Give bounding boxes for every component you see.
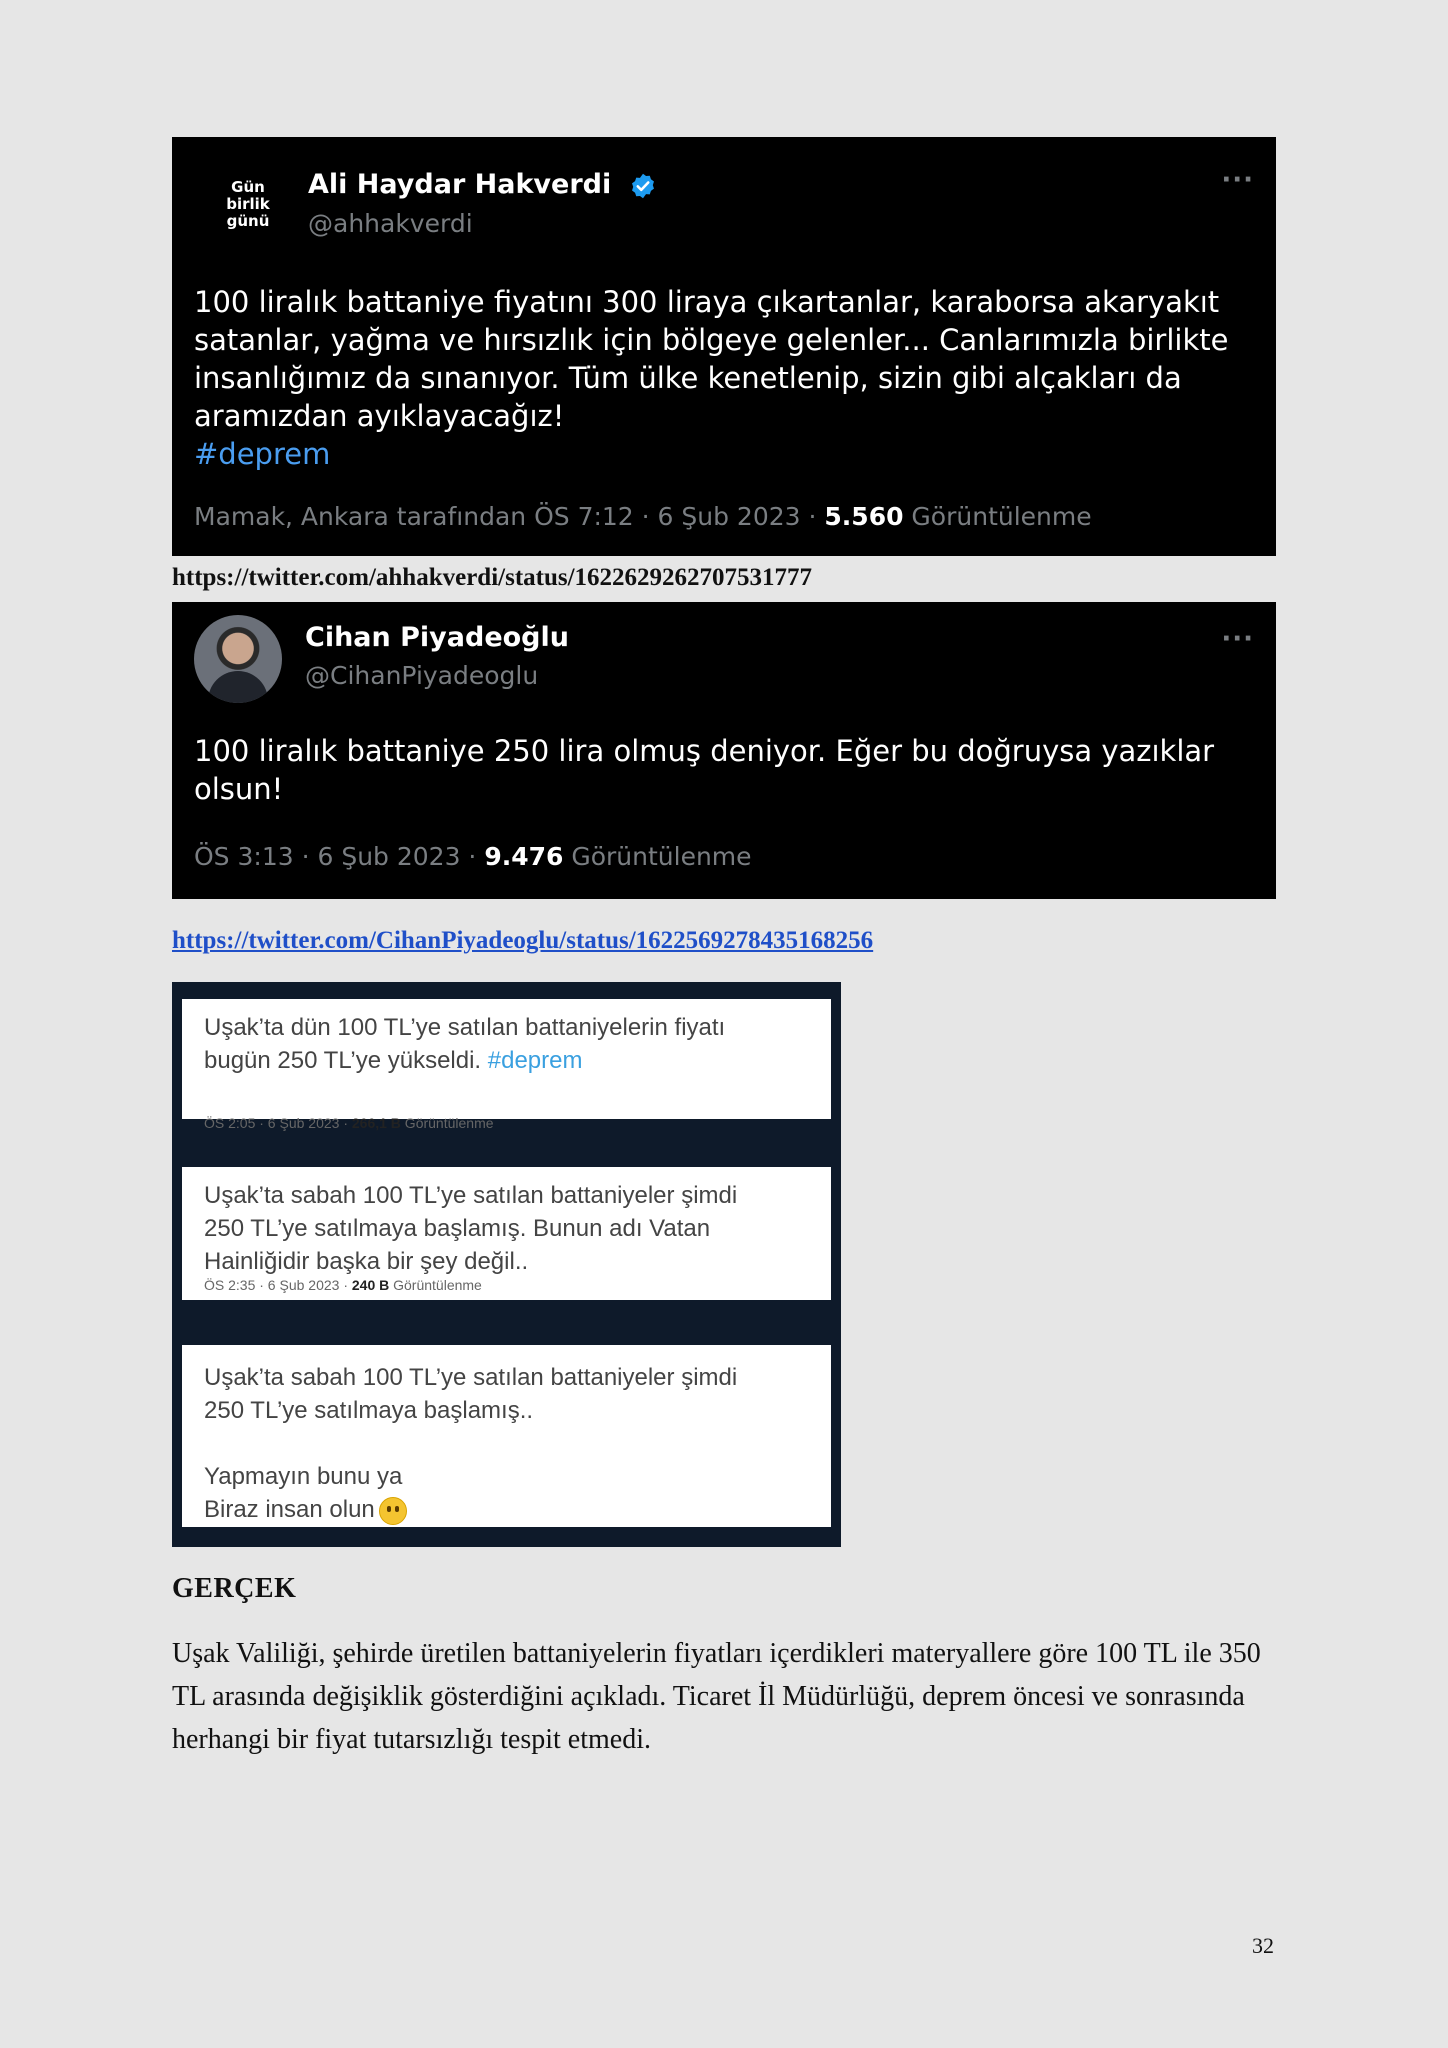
card-text — [204, 1011, 725, 1077]
card-text — [204, 1361, 737, 1526]
avatar — [194, 615, 282, 703]
card-line: Uşak’ta dün 100 TL’ye satılan battaniyelerin fiyatı — [204, 1014, 726, 1041]
view-count-label: Görüntülenme — [563, 842, 752, 871]
card-timestamp: ÖS 2:05 · 6 Şub 2023 · — [204, 1115, 352, 1131]
more-options-icon: ··· — [1221, 624, 1254, 654]
tweet-collage — [172, 982, 841, 1547]
card-line: 250 TL’ye satılmaya başlamış. Bunun adı Vatan — [204, 1215, 711, 1242]
card-text — [204, 1179, 737, 1278]
card-line: Uşak’ta sabah 100 TL’ye satılan battaniyeler şimdi — [204, 1182, 738, 1209]
view-count: 240 B — [351, 1277, 390, 1293]
card-line: Uşak’ta sabah 100 TL’ye satılan battaniyeler şimdi — [204, 1364, 738, 1391]
card-line: 250 TL’ye satılmaya başlamış.. — [204, 1397, 534, 1424]
logo-line: birlik — [226, 195, 270, 213]
tweet-author-name: Cihan Piyadeoğlu — [305, 622, 569, 653]
card-line: Biraz insan olun — [204, 1496, 375, 1523]
tweet-body: 100 liralık battaniye 250 lira olmuş deniyor. Eğer bu doğruysa yazıklar olsun! — [194, 734, 1215, 806]
author-name-text: Ali Haydar Hakverdi — [308, 169, 612, 200]
view-count-label: Görüntülenme — [903, 502, 1092, 531]
hashtag-link: #deprem — [487, 1047, 583, 1074]
tweet-author-handle: @ahhakverdi — [308, 209, 473, 238]
source-url-2[interactable]: https://twitter.com/CihanPiyadeoglu/status/1622569278435168256 — [172, 927, 874, 954]
page-number: 32 — [1252, 1933, 1274, 1958]
tweet-screenshot-2 — [172, 602, 1276, 899]
tweet-meta — [194, 842, 752, 871]
tweet-timestamp: ÖS 3:13 · 6 Şub 2023 · — [194, 842, 485, 871]
card-timestamp: ÖS 2:35 · 6 Şub 2023 · — [204, 1277, 352, 1293]
card-line: Yapmayın bunu ya — [204, 1463, 403, 1490]
card-meta — [204, 1277, 482, 1293]
view-count: 5.560 — [824, 502, 904, 531]
section-heading: GERÇEK — [172, 1573, 297, 1604]
tweet-meta — [194, 502, 1092, 531]
source-url-1[interactable]: https://twitter.com/ahhakverdi/status/1622629262707531777 — [172, 564, 813, 591]
view-count-label: Görüntülenme — [389, 1277, 482, 1293]
verified-badge-icon — [629, 172, 657, 200]
hashtag-link: #deprem — [194, 437, 331, 471]
card-meta — [204, 1115, 494, 1131]
body-paragraph: Uşak Valiliği, şehirde üretilen battaniyelerin fiyatları içerdikleri materyallere göre 100 TL ile 350 TL arasında değişiklik gösterdiğini açıkladı. Ticaret İl Müdürlüğü, deprem öncesi ve sonrasında herhangi bir fiyat tutarsızlığı tespit etmedi. — [172, 1638, 1261, 1755]
tweet-author-handle: @CihanPiyadeoglu — [305, 661, 539, 690]
logo-line: Gün — [231, 178, 265, 196]
card-line: bugün 250 TL’ye yükseldi. — [204, 1047, 488, 1074]
collage-card-2 — [182, 1167, 831, 1300]
gun-birlik-gunu-logo — [218, 179, 278, 230]
view-count-label: Görüntülenme — [400, 1115, 494, 1131]
view-count: 266,1 B — [351, 1115, 401, 1131]
card-line: Hainliğidir başka bir şey değil.. — [204, 1248, 529, 1275]
smiley-emoji-icon — [379, 1497, 407, 1525]
tweet-author-name — [308, 169, 657, 200]
tweet-timestamp: Mamak, Ankara tarafından ÖS 7:12 · 6 Şub 2023 · — [194, 502, 825, 531]
more-options-icon: ··· — [1221, 165, 1254, 195]
logo-line: günü — [226, 212, 270, 230]
tweet-screenshot-1 — [172, 137, 1276, 556]
tweet-text: 100 liralık battaniye fiyatını 300 liraya çıkartanlar, karaborsa akaryakıt satanlar, yağma ve hırsızlık için bölgeye gelenler... Canlarımızla birlikte insanlığımız da sınanıyor. Tüm ülke kenetlenip, sizin gibi alçakları da aramızdan ayıklayacağız! — [194, 285, 1229, 433]
tweet-body — [194, 283, 1254, 473]
view-count: 9.476 — [484, 842, 564, 871]
collage-card-1 — [182, 999, 831, 1131]
collage-card-3 — [182, 1345, 831, 1527]
